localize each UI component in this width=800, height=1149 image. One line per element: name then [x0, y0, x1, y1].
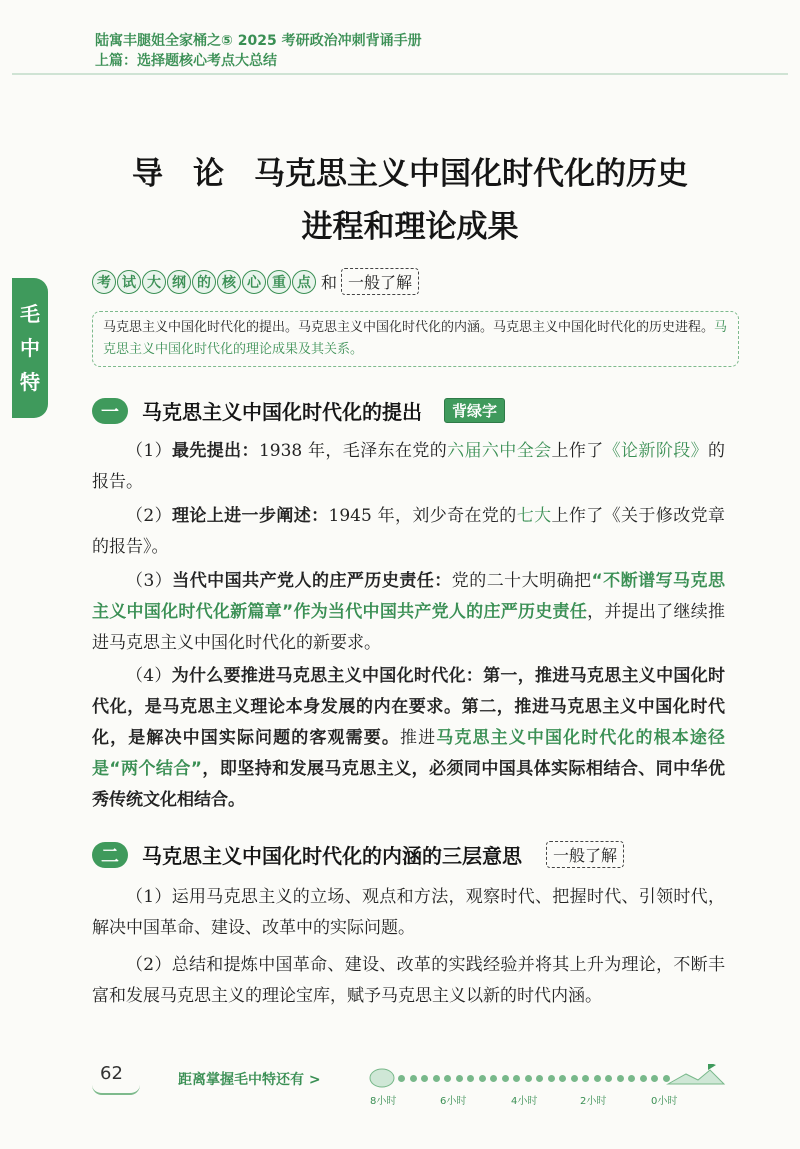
progress-dot [594, 1075, 601, 1082]
outline-char: 纲 [167, 270, 191, 294]
point-green: “不断谱写马克思主义中国化时代化新篇章”作为当代中国共产党人的庄严历史责任 [92, 571, 725, 622]
point-text: 1938 年，毛泽东在党的 [258, 441, 448, 461]
general-understanding-badge: 一般了解 [546, 841, 624, 868]
progress-tick: 6小时 [440, 1096, 467, 1107]
progress-dot [444, 1075, 451, 1082]
point-num: （1） [126, 441, 172, 461]
mountain-icon [668, 1070, 724, 1084]
point-text: ，并提出了继续推进马克思主义中国化时代化的新要求。 [92, 602, 726, 653]
point-text: 的报告。 [92, 441, 725, 492]
progress-dot [559, 1075, 566, 1082]
section-1-title: 马克思主义中国化时代化的提出 [142, 400, 422, 424]
point-text: 上作了《关于修改党章的报告》。 [92, 506, 725, 557]
title-main: 马克思主义中国化时代化的历史 [254, 156, 688, 192]
progress-dot [502, 1075, 509, 1082]
header-divider [12, 73, 788, 75]
general-understanding-badge: 一般了解 [341, 268, 419, 295]
point-bold: ，即坚持和发展马克思主义，必须同中国具体实际相结合、同中华优秀传统文化相结合。 [92, 759, 725, 810]
chapter-header: 上篇：选择题核心考点大总结 [95, 53, 277, 69]
progress-dot [433, 1075, 440, 1082]
point-label: 最先提出： [172, 441, 259, 461]
side-tab-char: 特 [20, 370, 40, 394]
page-number: 62 [100, 1063, 123, 1084]
section-1-number: 一 [92, 398, 128, 424]
outline-char: 的 [192, 270, 216, 294]
section-1-point-1 [92, 436, 725, 498]
outline-char: 点 [292, 270, 316, 294]
point-text: 党的二十大明确把 [451, 571, 592, 591]
progress-dot [410, 1075, 417, 1082]
title-line-2: 进程和理论成果 [301, 209, 519, 245]
point-num: （3） [126, 571, 173, 591]
progress-dot [479, 1075, 486, 1082]
point-text: 上作了 [551, 441, 604, 461]
progress-dot [525, 1075, 532, 1082]
section-2-number: 二 [92, 842, 128, 868]
point-label: 理论上进一步阐述： [172, 506, 329, 526]
progress-dot [467, 1075, 474, 1082]
point-text: 推进 [400, 728, 437, 748]
memorize-green-badge: 背绿字 [444, 398, 505, 423]
outline-box [92, 311, 739, 367]
side-tab-char: 毛 [20, 302, 40, 326]
progress-tick: 4小时 [511, 1096, 538, 1107]
outline-char: 核 [217, 270, 241, 294]
progress-dot [548, 1075, 555, 1082]
progress-dot [398, 1075, 405, 1082]
progress-dot [582, 1075, 589, 1082]
outline-text: 马克思主义中国化时代化的提出。马克思主义中国化时代化的内涵。马克思主义中国化时代化的历史进程。 [103, 320, 715, 335]
outline-char: 考 [92, 270, 116, 294]
footer-progress-label: 距离掌握毛中特还有 > [178, 1072, 321, 1088]
point-green: 七大 [516, 506, 552, 526]
progress-dot [628, 1075, 635, 1082]
section-1-point-3 [92, 566, 725, 659]
section-2-point-2: （2）总结和提炼中国革命、建设、改革的实践经验并将其上升为理论，不断丰富和发展马克思主义的理论宝库，赋予马克思主义以新的时代内涵。 [92, 955, 725, 1006]
progress-dot [605, 1075, 612, 1082]
progress-tick: 0小时 [651, 1096, 678, 1107]
side-tab-char: 中 [20, 336, 40, 360]
progress-dot [490, 1075, 497, 1082]
point-green: 马克思主义中国化时代化的根本途径是“两个结合” [92, 728, 726, 779]
study-progress-track [368, 1064, 728, 1114]
section-2-point-1: （1）运用马克思主义的立场、观点和方法，观察时代、把握时代、引领时代，解决中国革命、建设、改革中的实际问题。 [92, 887, 725, 938]
outline-char: 重 [267, 270, 291, 294]
section-1-point-4 [92, 661, 725, 816]
title-line-1 [60, 148, 760, 201]
page-number-decoration [92, 1085, 140, 1095]
outline-char: 心 [242, 270, 266, 294]
section-2-header [92, 840, 624, 869]
progress-dot [617, 1075, 624, 1082]
section-1-point-2 [92, 501, 725, 563]
progress-tick: 8小时 [370, 1096, 397, 1107]
title-prefix: 导论 [132, 156, 254, 192]
progress-dot [663, 1075, 670, 1082]
progress-start-blob [370, 1069, 394, 1087]
outline-char: 试 [117, 270, 141, 294]
point-label: 为什么要推进马克思主义中国化时代化： [171, 666, 484, 686]
progress-dot [651, 1075, 658, 1082]
page-title [60, 148, 760, 254]
progress-dot [421, 1075, 428, 1082]
progress-dot [640, 1075, 647, 1082]
progress-dot [571, 1075, 578, 1082]
point-text: 1945 年，刘少奇在党的 [328, 506, 517, 526]
progress-dot [513, 1075, 520, 1082]
point-bold: 第一，推进马克思主义中国化时代化，是马克思主义理论本身发展的内在要求。第二，推进马克思主义中国化时代化，是解决中国实际问题的客观需要。 [92, 666, 725, 748]
outline-char: 大 [142, 270, 166, 294]
outline-and: 和 [321, 273, 338, 292]
exam-outline-heading [92, 268, 419, 295]
book-series-header: 陆寓丰腿姐全家桶之⑤ 2025 考研政治冲刺背诵手册 [95, 33, 422, 49]
progress-dot [456, 1075, 463, 1082]
progress-dot [536, 1075, 543, 1082]
point-num: （2） [126, 506, 172, 526]
point-green: 六届六中全会 [447, 441, 552, 461]
point-label: 当代中国共产党人的庄严历史责任： [172, 571, 452, 591]
outline-text-green: 马克思主义中国化时代化的理论成果及其关系。 [103, 320, 728, 357]
section-1-header [92, 396, 505, 425]
point-num: （4） [126, 666, 172, 686]
section-2-title: 马克思主义中国化时代化的内涵的三层意思 [142, 844, 522, 868]
flag-icon [708, 1064, 716, 1070]
side-tab-maozhongte [12, 278, 48, 418]
point-green: 《论新阶段》 [603, 441, 708, 461]
progress-tick: 2小时 [580, 1096, 607, 1107]
